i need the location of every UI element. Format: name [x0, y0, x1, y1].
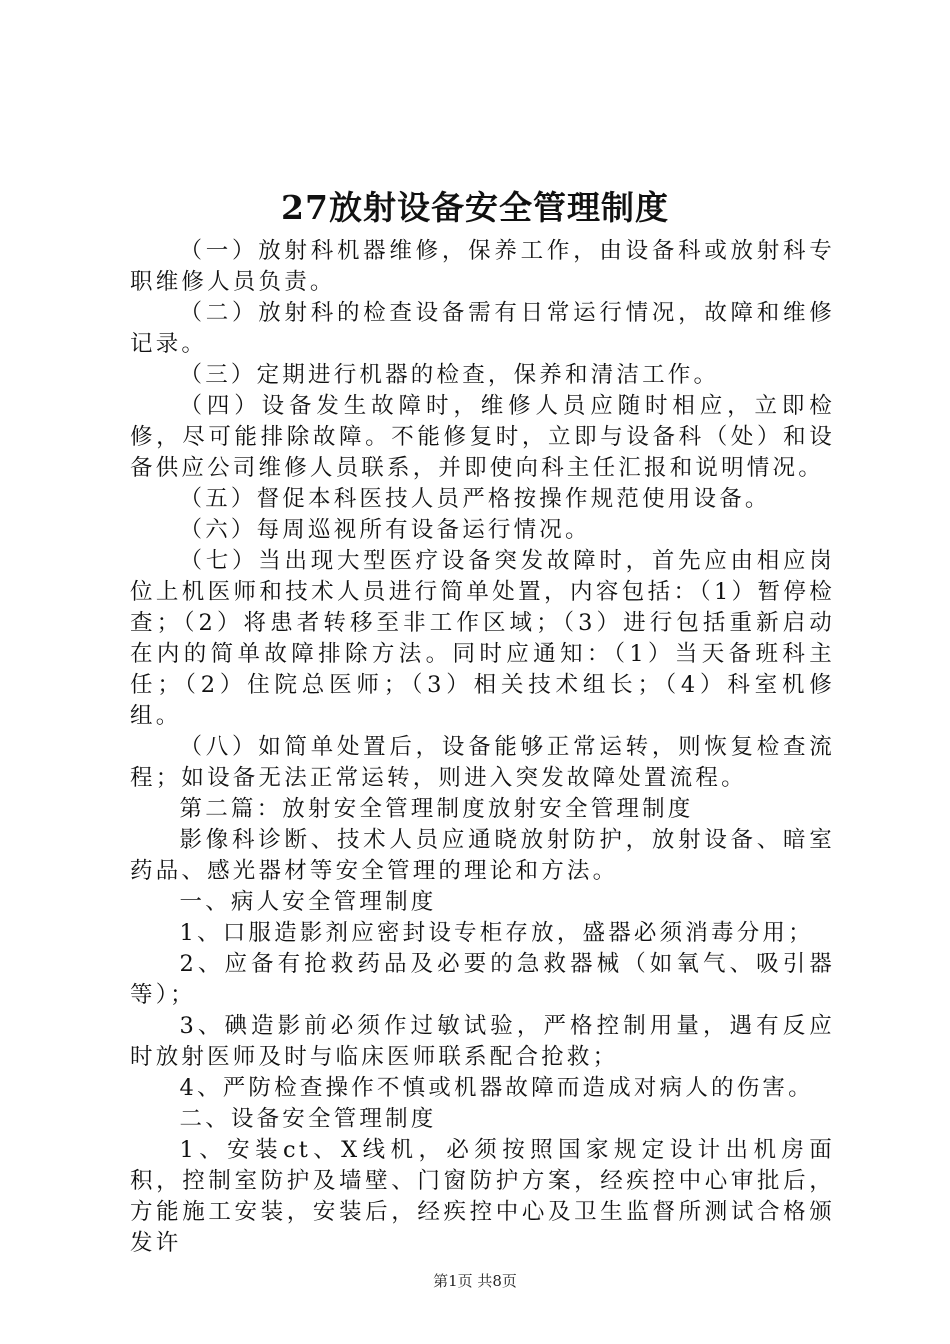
paragraph: （七）当出现大型医疗设备突发故障时，首先应由相应岗位上机医师和技术人员进行简单处置，内容包括：（1）暂停检查；（2）将患者转移至非工作区域；（3）进行包括重新启动在内的简单故障排除方法。同时应通知：（1）当天备班科主任；（2）住院总医师；（3）相关技术组长；（4）科室机修组。 — [130, 548, 835, 729]
list-item: 1、口服造影剂应密封设专柜存放，盛器必须消毒分用； — [179, 920, 814, 946]
page-footer: 第1页 共8页 — [433, 1272, 517, 1290]
list-item: 1、安装ct、X线机，必须按照国家规定设计出机房面积，控制室防护及墙壁、门窗防护方案，经疾控中心审批后，方能施工安装，安装后，经疾控中心及卫生监督所测试合格颁发许 — [130, 1137, 835, 1256]
paragraph: （一）放射科机器维修，保养工作，由设备科或放射科专职维修人员负责。 — [130, 238, 835, 295]
document-body — [130, 236, 835, 1259]
paragraph: （三）定期进行机器的检查，保养和清洁工作。 — [179, 362, 720, 388]
document-title: 27放射设备安全管理制度 — [281, 188, 669, 227]
paragraph: （六）每周巡视所有设备运行情况。 — [179, 517, 591, 543]
paragraph: （五）督促本科医技人员严格按操作规范使用设备。 — [179, 486, 771, 512]
paragraph: （八）如简单处置后，设备能够正常运转，则恢复检查流程；如设备无法正常运转，则进入突发故障处置流程。 — [130, 734, 835, 791]
section-heading: 第二篇：放射安全管理制度放射安全管理制度 — [179, 796, 694, 822]
subsection-heading: 二、设备安全管理制度 — [179, 1106, 437, 1132]
paragraph: 影像科诊断、技术人员应通晓放射防护，放射设备、暗室药品、感光器材等安全管理的理论和方法。 — [130, 827, 835, 884]
subsection-heading: 一、病人安全管理制度 — [179, 889, 437, 915]
paragraph: （二）放射科的检查设备需有日常运行情况，故障和维修记录。 — [130, 300, 835, 357]
list-item: 3、碘造影前必须作过敏试验，严格控制用量，遇有反应时放射医师及时与临床医师联系配合抢救； — [130, 1013, 835, 1070]
paragraph: （四）设备发生故障时，维修人员应随时相应，立即检修，尽可能排除故障。不能修复时，立即与设备科（处）和设备供应公司维修人员联系，并即使向科主任汇报和说明情况。 — [130, 393, 835, 481]
list-item: 4、严防检查操作不慎或机器故障而造成对病人的伤害。 — [179, 1075, 814, 1101]
list-item: 2、应备有抢救药品及必要的急救器械（如氧气、吸引器等）； — [130, 951, 835, 1008]
